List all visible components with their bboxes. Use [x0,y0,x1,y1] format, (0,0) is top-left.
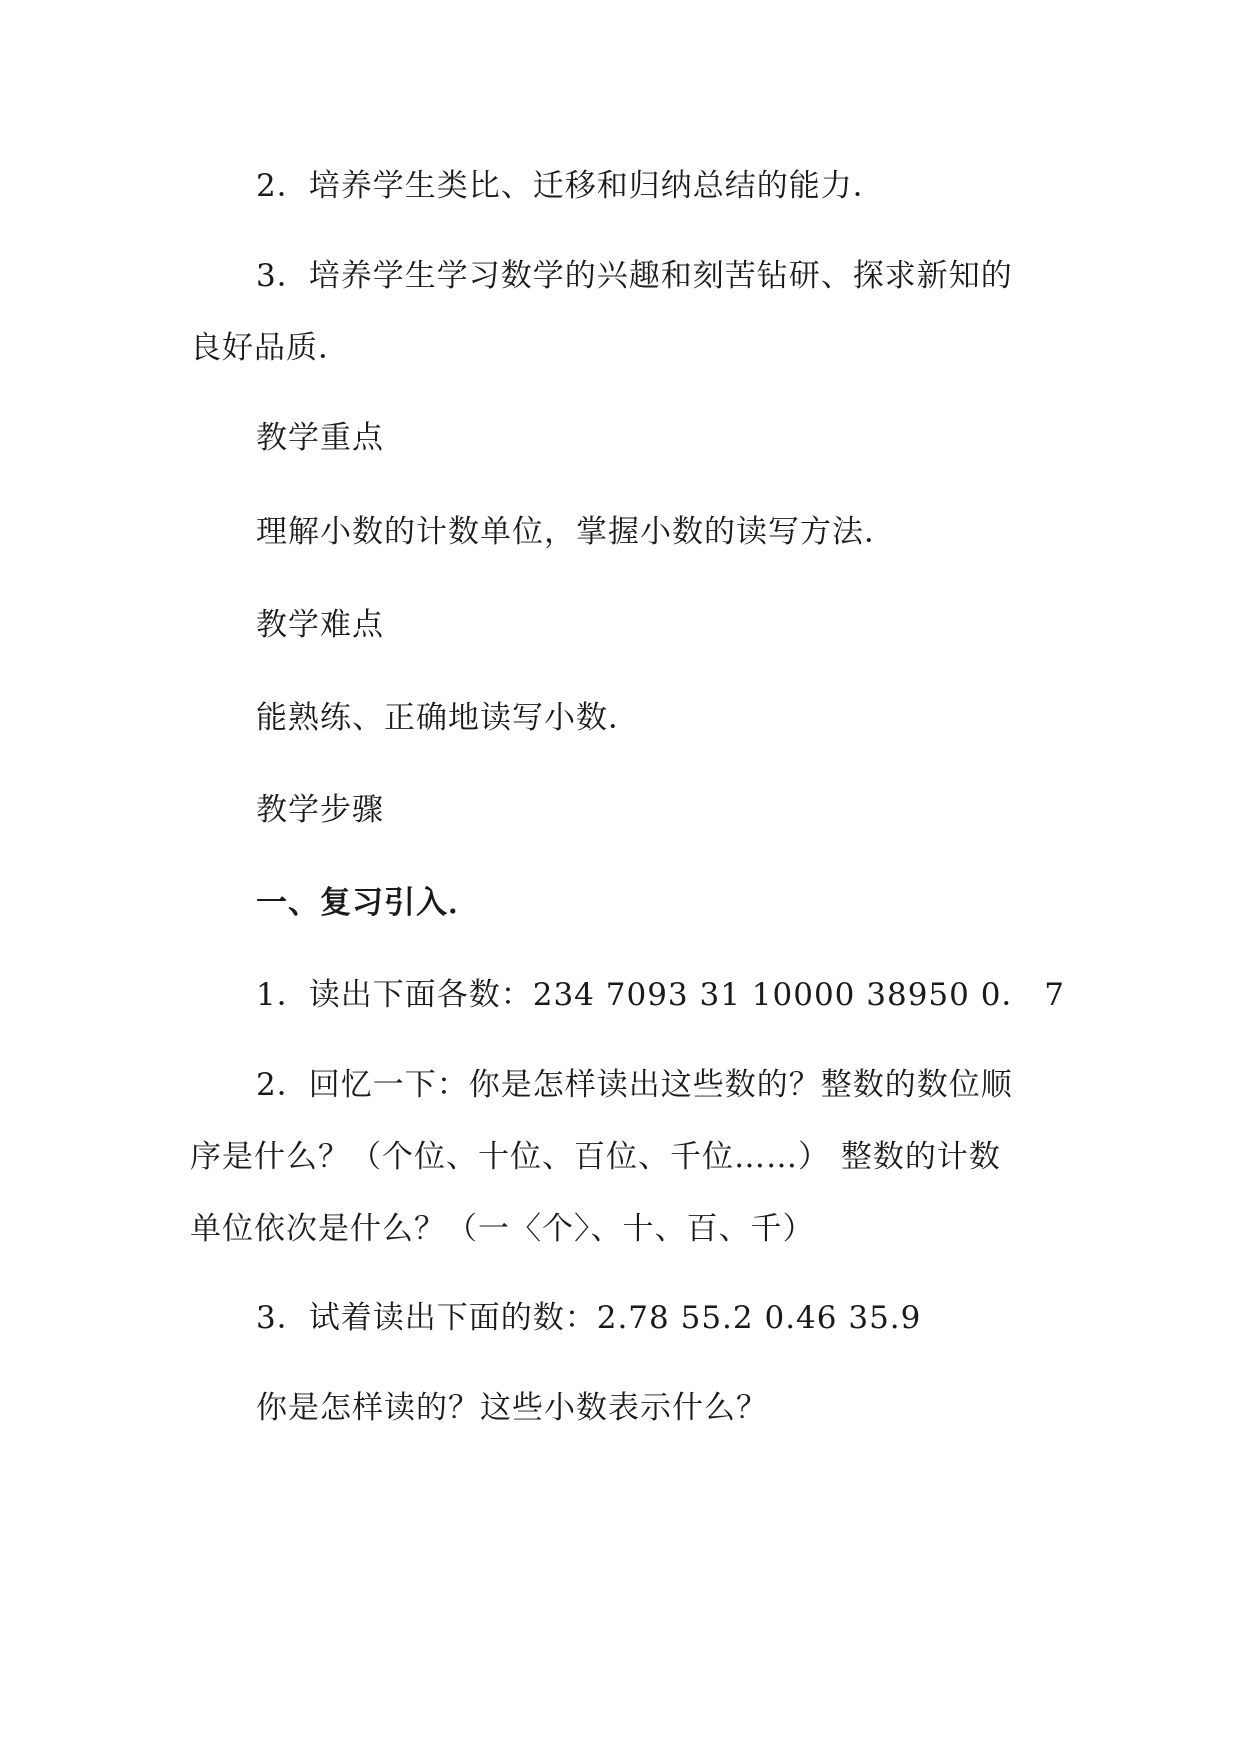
step-3: 3．试着读出下面的数：2.78 55.2 0.46 35.9 [256,1300,922,1336]
step-1: 1．读出下面各数：234 7093 31 10000 38950 0． 7 [256,977,1066,1013]
key-point-heading: 教学重点 [256,420,384,456]
key-point-text: 理解小数的计数单位，掌握小数的读写方法． [256,514,896,550]
step-2-line-3: 单位依次是什么？（一〈个〉、十、百、千） [190,1211,815,1247]
objective-3-line-2: 良好品质． [190,330,350,366]
step-2-line-2: 序是什么？（个位、十位、百位、千位……） 整数的计数 [190,1139,1001,1175]
steps-heading: 教学步骤 [256,792,384,828]
difficulty-text: 能熟练、正确地读写小数． [256,700,640,736]
objective-3-line-1: 3．培养学生学习数学的兴趣和刻苦钻研、探求新知的 [256,258,1013,294]
difficulty-heading: 教学难点 [256,607,384,643]
section-1-heading: 一、复习引入． [256,885,480,921]
step-2-line-1: 2．回忆一下：你是怎样读出这些数的？整数的数位顺 [256,1067,1013,1103]
question: 你是怎样读的？这些小数表示什么？ [256,1390,768,1426]
objective-2: 2．培养学生类比、迁移和归纳总结的能力． [256,168,885,204]
